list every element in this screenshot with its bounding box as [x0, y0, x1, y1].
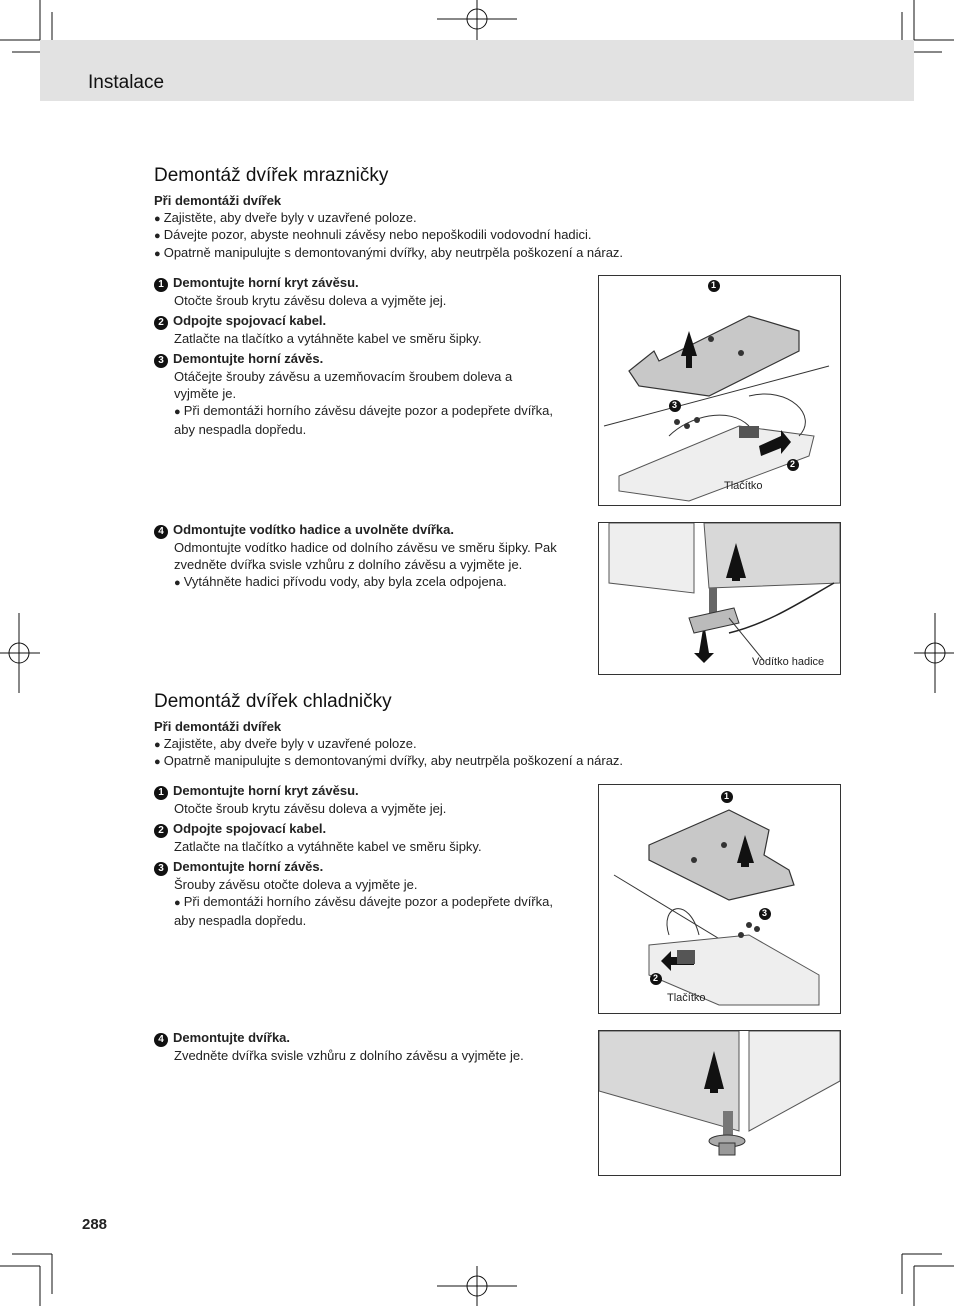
step-number-badge: 3 — [154, 354, 168, 368]
step-number-badge: 2 — [154, 316, 168, 330]
fridge-subtitle: Při demontáži dvířek — [154, 719, 282, 734]
step-body: Otáčejte šrouby závěsu a uzemňovacím šroubem doleva a vyjměte je. — [174, 369, 513, 401]
step-body: Zatlačte na tlačítko a vytáhněte kabel ve směru šipky. — [174, 331, 482, 346]
step-number-badge: 1 — [154, 278, 168, 292]
freezer-bullet-1: ● Zajistěte, aby dveře byly v uzavřené poloze. — [154, 209, 417, 228]
step-title: Demontujte horní kryt závěsu. — [173, 275, 359, 290]
fridge-step-1 — [154, 783, 574, 817]
marker-1: 1 — [724, 791, 730, 801]
step-body: Odmontujte vodítko hadice od dolního závěsu ve směru šipky. Pak zvedněte dvířka svisle vzhůru z dolního závěsu a vyjměte je. — [174, 540, 557, 572]
step-body: Otočte šroub krytu závěsu doleva a vyjměte jej. — [174, 293, 447, 308]
freezer-step-4 — [154, 522, 574, 592]
step-number-badge: 4 — [154, 1033, 168, 1047]
step-body: Zvedněte dvířka svisle vzhůru z dolního závěsu a vyjměte je. — [174, 1048, 524, 1063]
hinge-illustration — [599, 785, 840, 1013]
header-title: Instalace — [88, 72, 165, 93]
step-note: ● Vytáhněte hadici přívodu vody, aby byla zcela odpojena. — [154, 573, 574, 592]
hinge-illustration — [599, 276, 840, 505]
step-note: ● Při demontáži horního závěsu dávejte pozor a podepřete dvířka, aby nespadla dopředu. — [154, 893, 554, 929]
step-number-badge: 4 — [154, 525, 168, 539]
step-note: ● Při demontáži horního závěsu dávejte pozor a podepřete dvířka, aby nespadla dopředu. — [154, 402, 554, 438]
freezer-section-title: Demontáž dvířek mrazničky — [154, 165, 389, 186]
freezer-step-2 — [154, 313, 574, 347]
step-title: Odmontujte vodítko hadice a uvolněte dvířka. — [173, 522, 454, 537]
freezer-hose-guide-figure — [598, 522, 841, 675]
hose-guide-label: Vodítko hadice — [752, 656, 825, 668]
step-body: Šrouby závěsu otočte doleva a vyjměte je. — [174, 877, 418, 892]
marker-1: 1 — [711, 280, 717, 290]
freezer-step-1 — [154, 275, 574, 309]
freezer-subtitle: Při demontáži dvířek — [154, 193, 282, 208]
step-body: Otočte šroub krytu závěsu doleva a vyjměte jej. — [174, 801, 447, 816]
fridge-hinge-cover-figure — [598, 784, 841, 1014]
fridge-step-4 — [154, 1030, 574, 1064]
marker-3: 3 — [672, 400, 678, 410]
fridge-step-2 — [154, 821, 574, 855]
hose-guide-illustration — [599, 523, 840, 674]
button-label: Tlačítko — [667, 992, 706, 1004]
fridge-step-3 — [154, 859, 574, 929]
step-title: Demontujte dvířka. — [173, 1030, 291, 1045]
step-body: Zatlačte na tlačítko a vytáhněte kabel ve směru šipky. — [174, 839, 482, 854]
step-title: Demontujte horní kryt závěsu. — [173, 783, 359, 798]
freezer-bullet-2: ● Dávejte pozor, abyste neohnuli závěsy nebo nepoškodili vodovodní hadici. — [154, 226, 592, 245]
freezer-step-3 — [154, 351, 574, 438]
button-label: Tlačítko — [724, 480, 763, 492]
step-title: Odpojte spojovací kabel. — [173, 821, 327, 836]
step-number-badge: 3 — [154, 862, 168, 876]
marker-2: 2 — [790, 459, 796, 469]
fridge-section-title: Demontáž dvířek chladničky — [154, 691, 392, 712]
marker-3: 3 — [762, 908, 768, 918]
door-lift-illustration — [599, 1031, 840, 1175]
step-title: Odpojte spojovací kabel. — [173, 313, 327, 328]
freezer-hinge-cover-figure — [598, 275, 841, 506]
header-bar — [40, 40, 914, 101]
page-number: 288 — [82, 1216, 108, 1233]
freezer-bullet-3: ● Opatrně manipulujte s demontovanými dvířky, aby neutrpěla poškození a náraz. — [154, 244, 623, 263]
fridge-bullet-1: ● Zajistěte, aby dveře byly v uzavřené poloze. — [154, 735, 417, 754]
step-title: Demontujte horní závěs. — [173, 859, 324, 874]
step-number-badge: 2 — [154, 824, 168, 838]
fridge-door-lift-figure — [598, 1030, 841, 1176]
step-title: Demontujte horní závěs. — [173, 351, 324, 366]
step-number-badge: 1 — [154, 786, 168, 800]
fridge-bullet-2: ● Opatrně manipulujte s demontovanými dvířky, aby neutrpěla poškození a náraz. — [154, 752, 623, 771]
marker-2: 2 — [653, 973, 659, 983]
